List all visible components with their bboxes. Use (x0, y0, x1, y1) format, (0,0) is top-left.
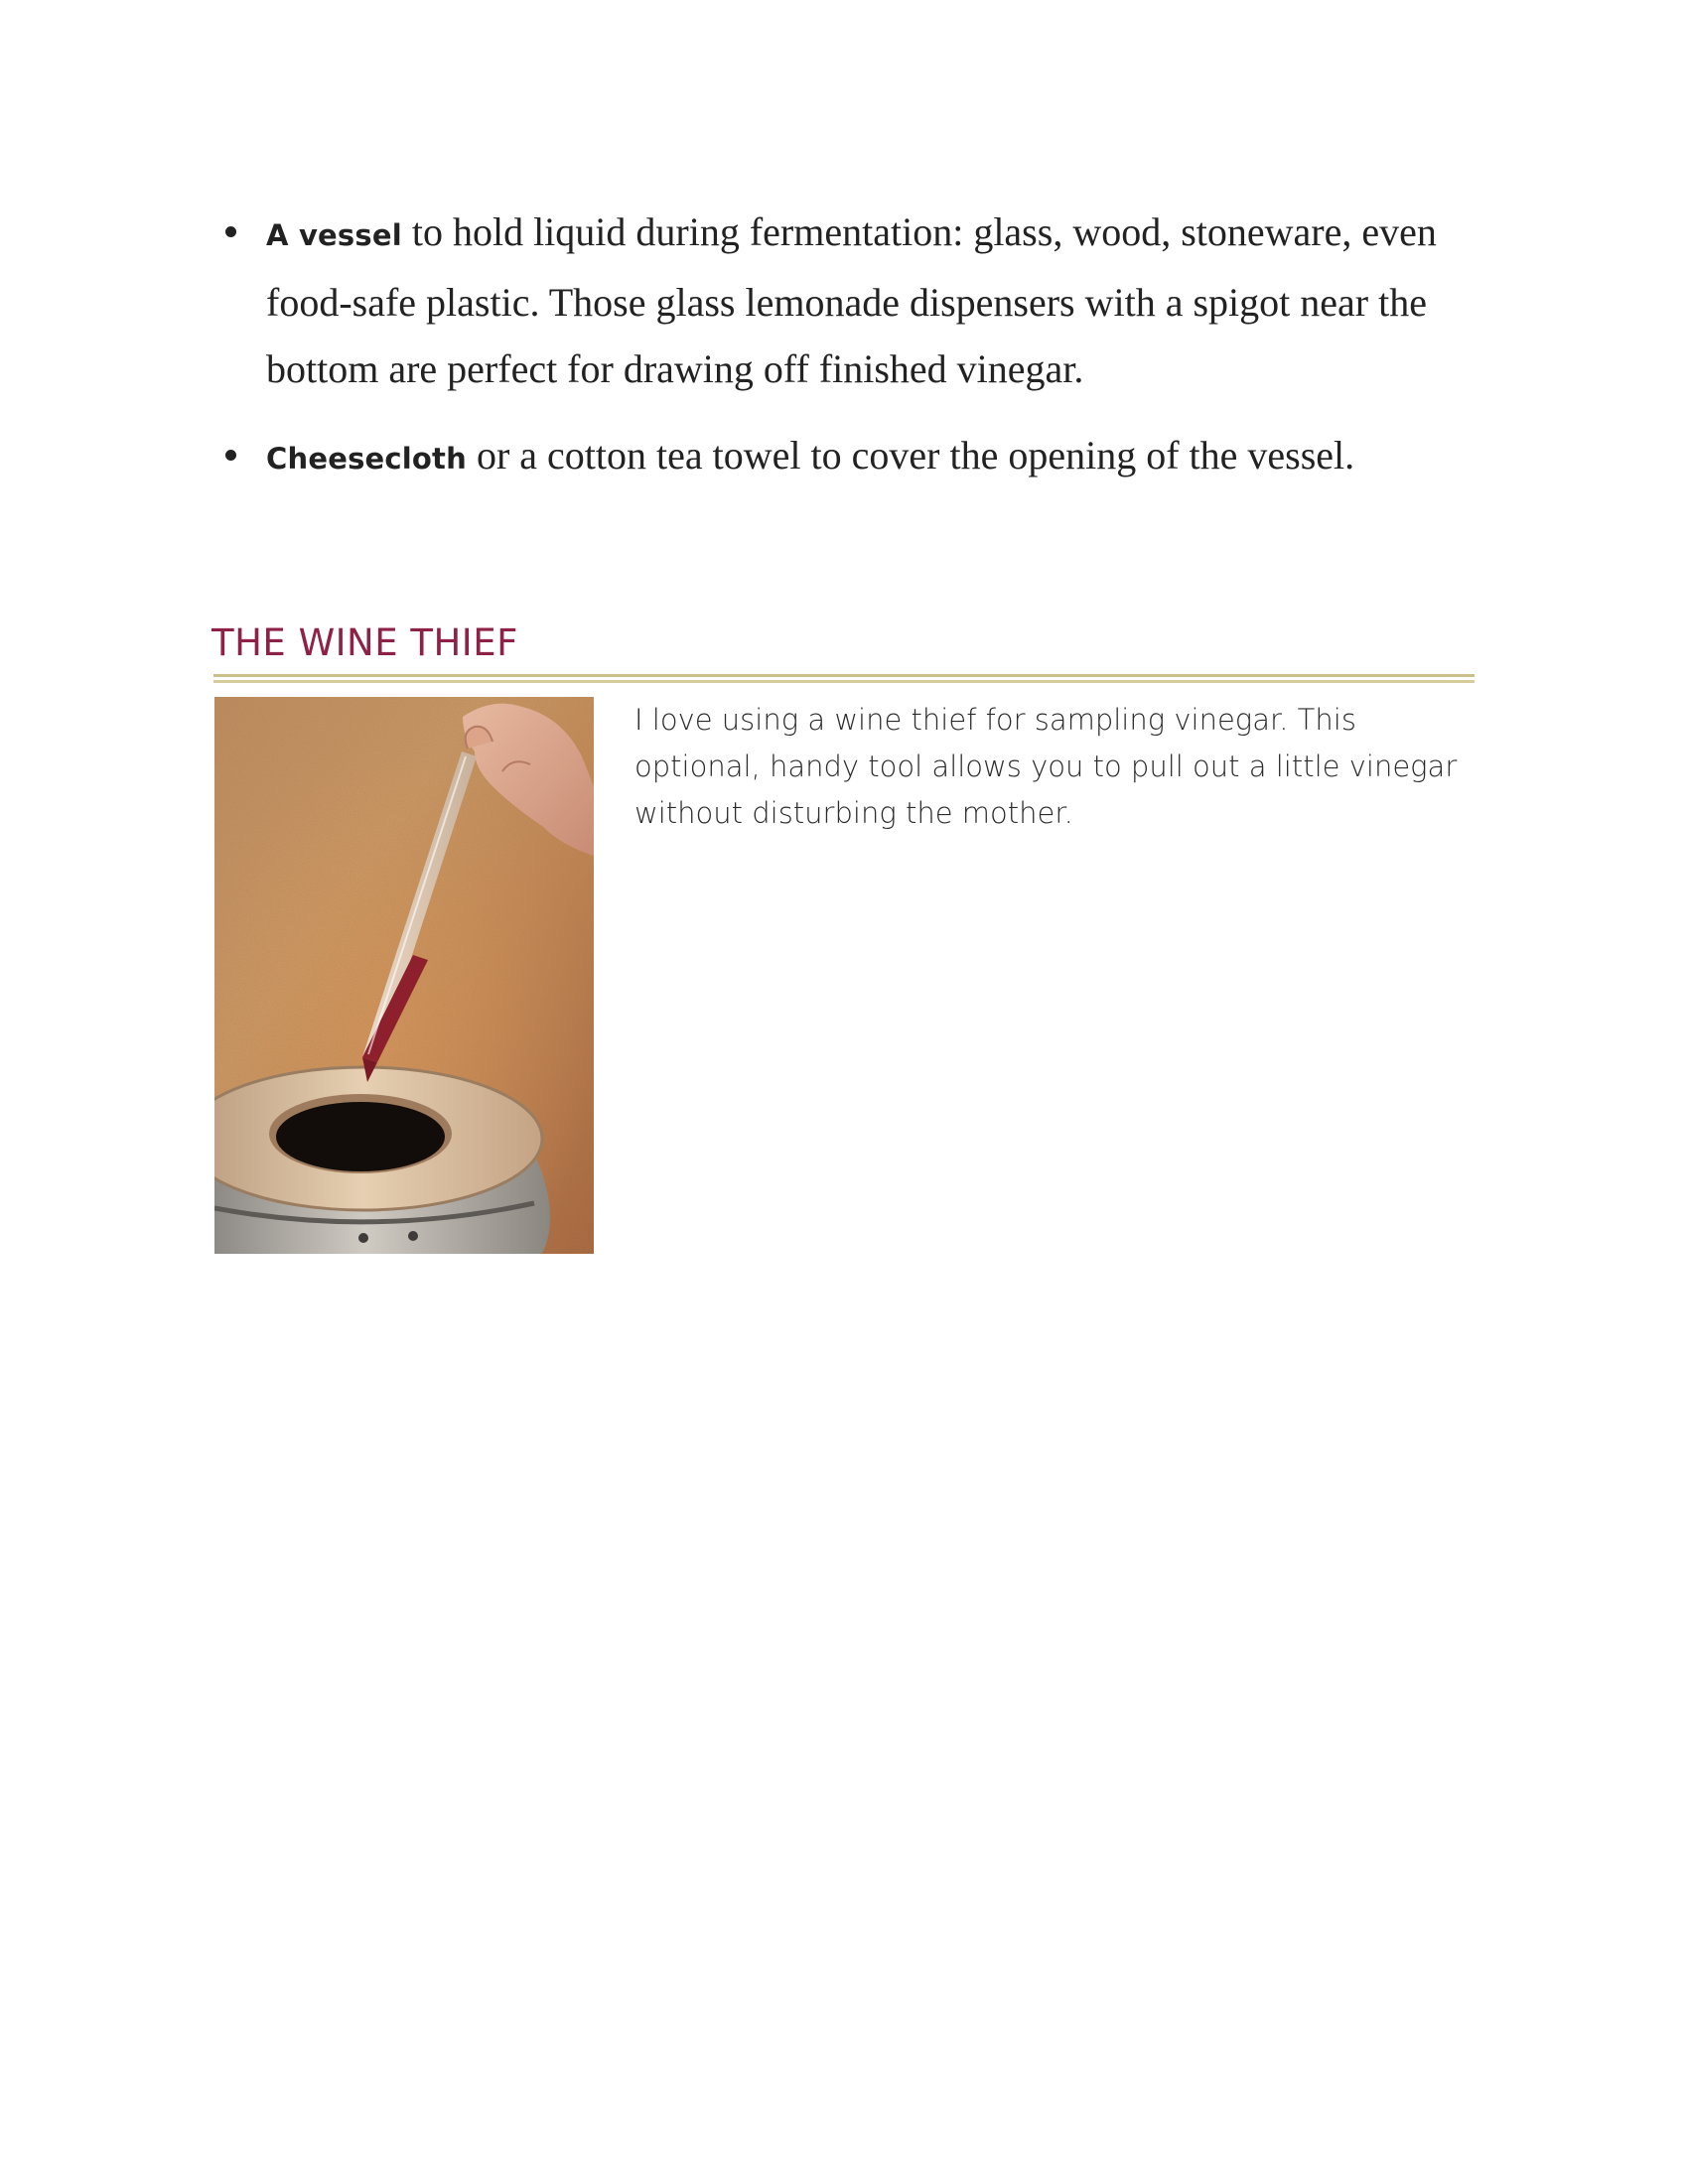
bullet-icon (225, 450, 236, 461)
section-title: THE WINE THIEF (211, 621, 518, 664)
supply-list (213, 199, 1465, 492)
list-item (213, 199, 1465, 402)
list-item-text: or a cotton tea towel to cover the opening of the vessel. (466, 433, 1355, 478)
wine-thief-photo (214, 697, 594, 1254)
bullet-icon (225, 226, 236, 237)
section-body: I love using a wine thief for sampling vinegar. This optional, handy tool allows you to pull out a little vinegar without disturbing the mother. (634, 703, 1458, 830)
list-item (213, 422, 1465, 492)
list-item-term: A vessel (266, 218, 402, 252)
list-item-term: Cheesecloth (266, 442, 467, 476)
section-divider (213, 674, 1475, 684)
list-item-text: to hold liquid during fermentation: glass, wood, stoneware, even food-safe plastic. Those glass lemonade dispensers with a spigot near the bottom are perfect for drawing off finished vinegar. (266, 209, 1437, 391)
